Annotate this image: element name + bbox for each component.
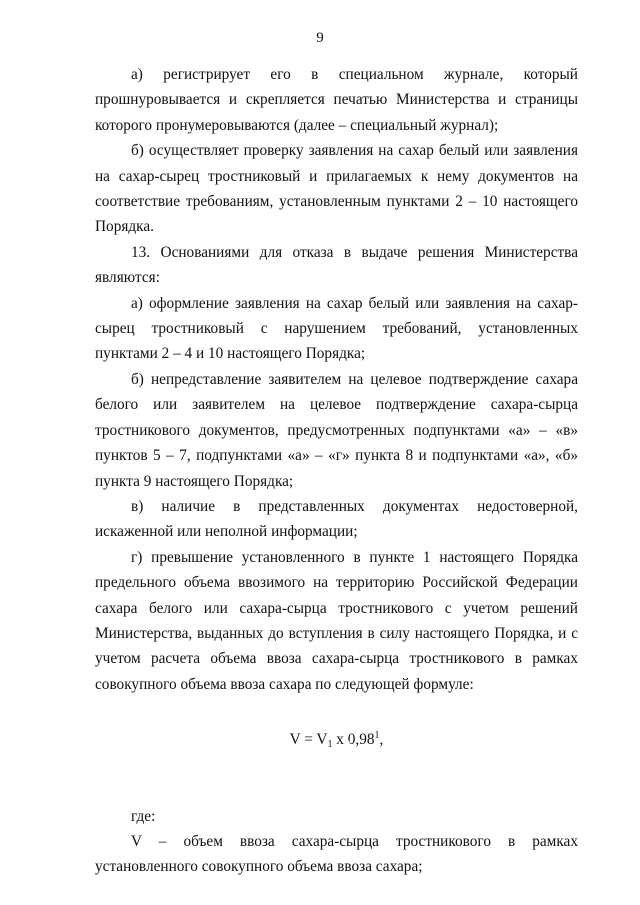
paragraph-g-excess: г) превышение установленного в пункте 1 настоящего Порядка предельного объема ввозимого на территорию Российской Федерации сахара белого или сахара-сырца тростникового с учетом решений Министерства, выданных до вступления в силу настоящего Порядка, и с учетом расчета объема ввоза сахара-сырца тростникового в рамках совокупного объема ввоза сахара по следующей формуле: [95, 548, 578, 693]
formula-subscript: 1 [327, 739, 333, 751]
paragraph-13-grounds: 13. Основаниями для отказа в выдаче решения Министерства являются: [95, 243, 578, 287]
volume-formula [95, 723, 578, 757]
paragraph-v-definition: V – объем ввоза сахара-сырца тростникового в рамках установленного совокупного объема ввоза сахара; [95, 832, 578, 876]
formula-rhs: x 0,98 [332, 731, 375, 749]
paragraph-where: где: [131, 807, 156, 825]
formula-tail: , [379, 731, 384, 749]
page-number: 9 [316, 30, 324, 46]
paragraph-a-register: а) регистрирует его в специальном журнале, который прошнуровывается и скрепляется печатью Министерства и страницы которого пронумеровываются (далее – специальный журнал); [95, 66, 578, 134]
formula-lhs: V = V [289, 731, 328, 749]
document-body [95, 62, 578, 880]
paragraph-b-nonsubmission: б) непредставление заявителем на целевое подтверждение сахара белого или заявителем на целевое подтверждение сахара-сырца тростникового документов, предусмотренных подпунктами «а» – «в» пунктов 5 – 7, подпунктами «а» – «г» пункта 8 и подпунктами «а», «б» пункта 9 настоящего Порядка; [95, 370, 578, 490]
paragraph-v-false-info: в) наличие в представленных документах недостоверной, искаженной или неполной информации; [95, 497, 578, 541]
paragraph-b-check: б) осуществляет проверку заявления на сахар белый или заявления на сахар-сырец тростниковый и прилагаемых к нему документов на соответствие требованиям, установленным пунктами 2 – 10 настоящего Порядка. [95, 142, 578, 236]
formula-superscript: 1 [374, 730, 380, 742]
paragraph-a-formatting: а) оформление заявления на сахар белый или заявления на сахар-сырец тростниковый с нарушением требований, установленных пунктами 2 – 4 и 10 настоящего Порядка; [95, 294, 578, 363]
